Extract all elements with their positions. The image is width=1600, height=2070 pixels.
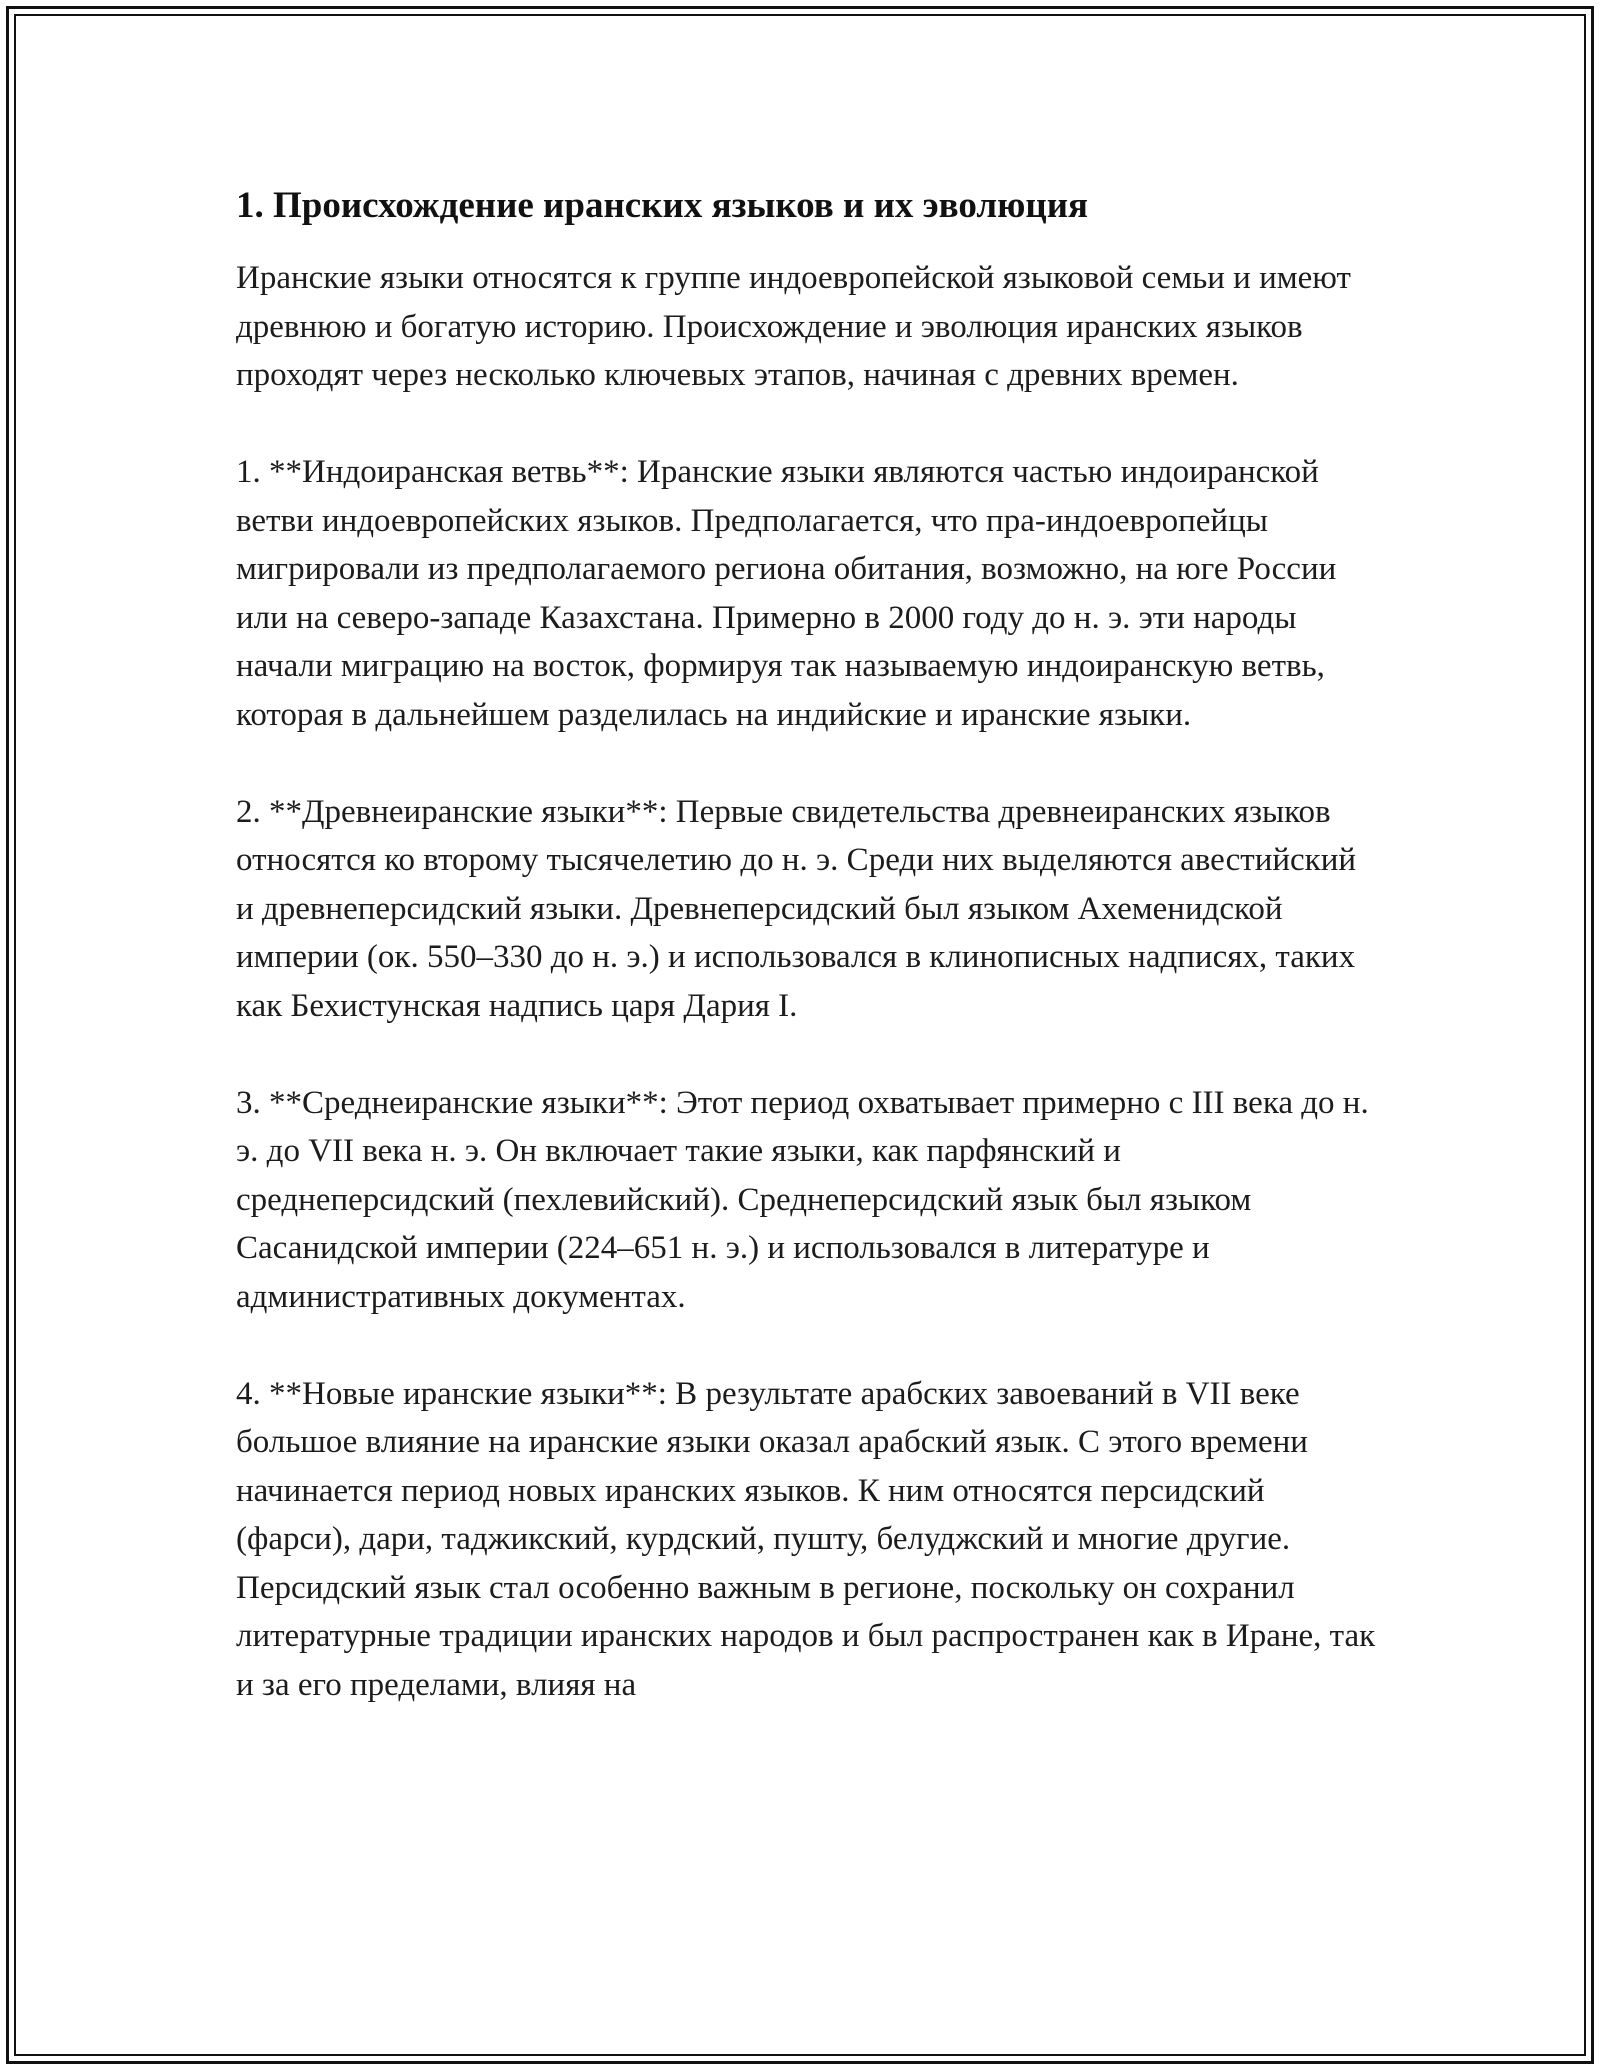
- document-body: [236, 182, 1376, 1709]
- paragraph-indo-iranian-branch: 1. **Индоиранская ветвь**: Иранские языки являются частью индоиранской ветви индоевропейских языков. Предполагается, что пра-индоевропейцы мигрировали из предполагаемого региона обитания, возможно, на юге России или на северо-западе Казахстана. Примерно в 2000 году до н. э. эти народы начали миграцию на восток, формируя так называемую индоиранскую ветвь, которая в дальнейшем разделилась на индийские и иранские языки.: [236, 454, 1337, 733]
- paragraph-new-iranian-languages: 4. **Новые иранские языки**: В результате арабских завоеваний в VII веке большое влияние на иранские языки оказал арабский язык. С этого времени начинается период новых иранских языков. К ним относятся персидский (фарси), дари, таджикский, курдский, пушту, белуджский и многие другие. Персидский язык стал особенно важным в регионе, поскольку он сохранил литературные традиции иранских народов и был распространен как в Иране, так и за его пределами, влияя на: [236, 1375, 1376, 1703]
- paragraph-old-iranian-languages: 2. **Древнеиранские языки**: Первые свидетельства древнеиранских языков относятся ко второму тысячелетию до н. э. Среди них выделяются авестийский и древнеперсидский языки. Древнеперсидский был языком Ахеменидской империи (ок. 550–330 до н. э.) и использовался в клинописных надписях, таких как Бехистунская надпись царя Дария I.: [236, 793, 1357, 1024]
- paragraph-middle-iranian-languages: 3. **Среднеиранские языки**: Этот период охватывает примерно с III века до н. э. до VII века н. э. Он включает такие языки, как парфянский и среднеперсидский (пехлевийский). Среднеперсидский язык был языком Сасанидской империи (224–651 н. э.) и использовался в литературе и административных документах.: [236, 1084, 1369, 1315]
- paragraph-intro: Иранские языки относятся к группе индоевропейской языковой семьи и имеют древнюю и богатую историю. Происхождение и эволюция иранских языков проходят через несколько ключевых этапов, начиная с древних времен.: [236, 260, 1351, 393]
- section-title: 1. Происхождение иранских языков и их эволюция: [236, 185, 1089, 226]
